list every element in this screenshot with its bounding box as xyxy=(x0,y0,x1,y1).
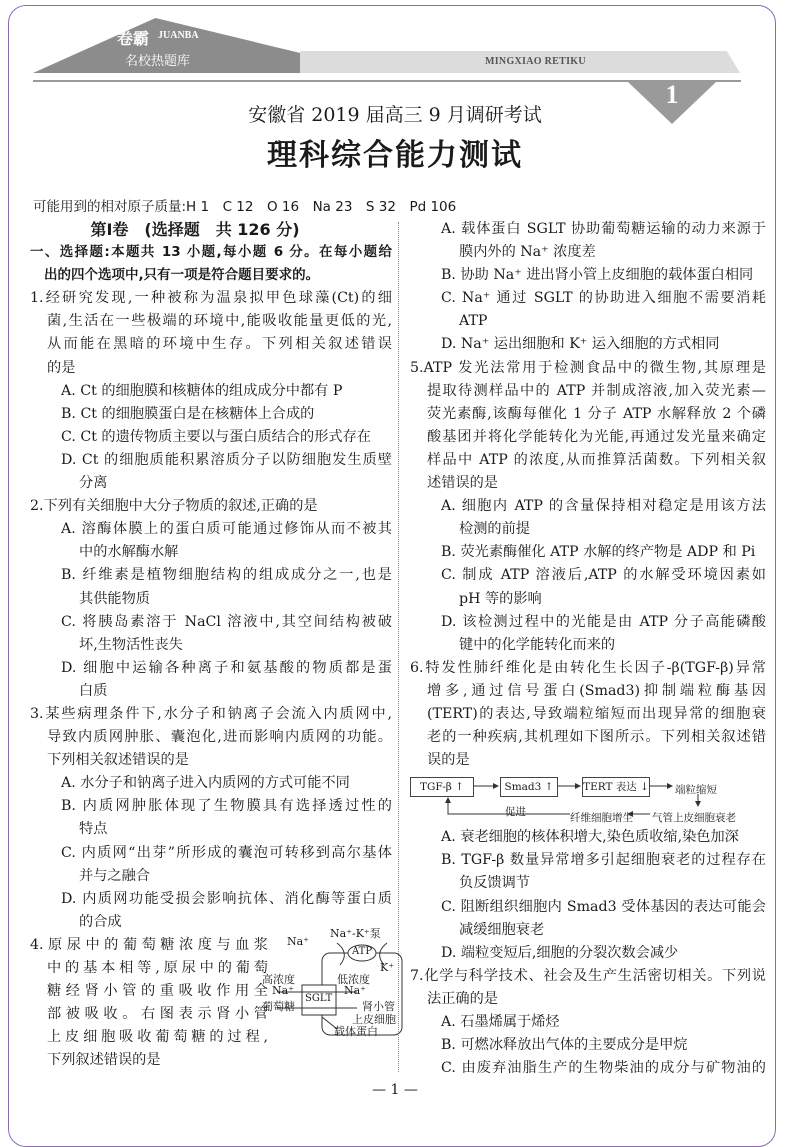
question-stem xyxy=(30,495,392,518)
exam-title: 安徽省 2019 届高三 9 月调研考试 xyxy=(248,104,542,126)
question xyxy=(30,703,392,934)
question-stem xyxy=(30,934,268,1073)
stem-line: 增多,通过信号蛋白(Smad3)抑制端粒酶基因 xyxy=(427,682,766,699)
page-number: — 1 — xyxy=(372,1082,418,1098)
box-tgf: TGF-β ↑ xyxy=(410,777,474,797)
k-in-label: K⁺ xyxy=(380,961,395,974)
option-line: 键中的化学能转化而来的 xyxy=(459,636,616,653)
answer-option xyxy=(410,287,766,333)
answer-option xyxy=(410,495,766,541)
stem-line: 误的是 xyxy=(427,752,470,769)
answer-option xyxy=(30,772,392,795)
option-line: B. 纤维素是植物细胞结构的组成成分之一,也是 xyxy=(61,567,392,584)
stem-line: 5.ATP 发光法常用于检测食品中的微生物,其原理是 xyxy=(410,359,766,376)
option-line: D. Na⁺ 运出细胞和 K⁺ 运入细胞的方式相同 xyxy=(441,336,720,353)
brand-logo-cn: 卷霸 xyxy=(117,29,150,48)
option-line: 坏,生物活性丧失 xyxy=(79,636,183,653)
answer-option xyxy=(410,541,766,564)
question xyxy=(410,965,766,1080)
option-line: A. 溶酶体膜上的蛋白质可能通过修饰从而不被其 xyxy=(61,521,392,538)
question xyxy=(30,495,392,703)
stem-line: 法正确的是 xyxy=(427,990,498,1007)
option-line: 的合成 xyxy=(79,913,122,930)
answer-option xyxy=(30,518,392,564)
glucose-label: 葡萄糖 xyxy=(262,1000,295,1013)
answer-option xyxy=(410,896,766,942)
option-line: 白质 xyxy=(79,682,108,699)
instructions-line: 出的四个选项中,只有一项是符合题目要求的。 xyxy=(44,267,320,284)
option-line: pH 等的影响 xyxy=(459,590,542,607)
answer-option xyxy=(410,1057,766,1080)
section-title: 第Ⅰ卷 (选择题 共 126 分) xyxy=(90,220,300,239)
option-line: C. Ct 的遗传物质主要以与蛋白质结合的形式存在 xyxy=(61,428,371,445)
answer-option xyxy=(30,611,392,657)
question xyxy=(410,357,766,657)
stem-line: 中的基本相等,原尿中的葡萄 xyxy=(47,960,268,976)
stem-line: 部被吸收。右图表示肾小管 xyxy=(47,1006,268,1023)
option-line: C. 内质网“出芽”所形成的囊泡可转移到高尔基体 xyxy=(61,844,392,861)
stem-line: 的是 xyxy=(47,359,76,376)
stem-line: 荧光素酶,该酶每催化 1 分子 ATP 水解释放 2 个磷 xyxy=(427,405,766,422)
option-line: 中的水解酶水解 xyxy=(79,544,179,561)
answer-option xyxy=(410,264,766,287)
option-line: C. 将胰岛素溶于 NaCl 溶液中,其空间结构被破 xyxy=(61,613,392,630)
stem-line: 下列叙述错误的是 xyxy=(47,1052,161,1069)
question-stem xyxy=(410,357,766,496)
answer-option xyxy=(410,849,766,895)
option-line: B. 可燃冰释放出气体的主要成分是甲烷 xyxy=(441,1037,688,1054)
box-tert: TERT 表达 ↓ xyxy=(582,777,650,797)
question xyxy=(30,287,392,495)
high-conc-label: 高浓度 xyxy=(262,973,295,986)
option-line: D. 细胞中运输各种离子和氨基酸的物质都是蛋 xyxy=(61,659,392,676)
exam-main-title: 理科综合能力测试 xyxy=(267,138,523,173)
answer-option xyxy=(410,942,766,965)
carrier-label: 载体蛋白 xyxy=(334,1025,378,1038)
answer-option xyxy=(410,333,766,356)
option-line: D. Ct 的细胞质能积累溶质分子以防细胞发生质壁 xyxy=(61,451,392,468)
question-stem xyxy=(410,657,766,772)
instructions-line: 一、选择题:本题共 13 小题,每小题 6 分。在每小题给 xyxy=(30,244,392,261)
stem-line: 导致内质网肿胀、囊泡化,进而影响内质网的功能。 xyxy=(47,729,392,746)
stem-line: 糖经肾小管的重吸收作用全 xyxy=(47,983,268,1000)
question-stem xyxy=(30,703,392,772)
sglt-label: SGLT xyxy=(305,993,333,1004)
option-line: C. Na⁺ 通过 SGLT 的协助进入细胞不需要消耗 xyxy=(441,290,766,307)
cell-senescence-label: 气管上皮细胞衰老 xyxy=(652,812,736,825)
promote-label: 促进 xyxy=(505,806,526,819)
option-line: A. 载体蛋白 SGLT 协助葡萄糖运输的动力来源于 xyxy=(441,221,766,237)
right-column xyxy=(410,218,766,1080)
option-line: B. 内质网肿胀体现了生物膜具有选择透过性的 xyxy=(61,798,392,815)
option-line: A. 水分子和钠离子进入内质网的方式可能不同 xyxy=(61,775,350,792)
option-line: 并与之融合 xyxy=(79,867,150,884)
question xyxy=(410,657,766,965)
answer-option xyxy=(30,795,392,841)
option-line: B. 荧光素酶催化 ATP 水解的终产物是 ADP 和 Pi xyxy=(441,544,756,561)
figure-renal-tubule-cell xyxy=(262,925,412,1045)
option-line: 其供能物质 xyxy=(79,590,150,607)
answer-option xyxy=(410,611,766,657)
stem-line: 2.下列有关细胞中大分子物质的叙述,正确的是 xyxy=(30,498,318,515)
na-left-label: Na⁺ xyxy=(272,984,294,997)
option-line: ATP xyxy=(459,313,488,330)
option-line: C. 制成 ATP 溶液后,ATP 的水解受环境因素如 xyxy=(441,567,766,584)
option-line: B. 协助 Na⁺ 进出肾小管上皮细胞的载体蛋白相同 xyxy=(441,267,754,284)
question-stem xyxy=(410,965,766,1011)
option-line: B. TGF-β 数量异常增多引起细胞衰老的过程存在 xyxy=(441,852,766,869)
stem-line: 7.化学与科学技术、社会及生产生活密切相关。下列说 xyxy=(410,967,766,984)
pump-label: Na⁺-K⁺泵 xyxy=(330,927,381,940)
answer-option xyxy=(30,403,392,426)
answer-option xyxy=(30,380,392,403)
telomere-shortening-label: 端粒缩短 xyxy=(675,784,717,797)
option-line: 膜内外的 Na⁺ 浓度差 xyxy=(459,244,596,261)
stem-line: 上皮细胞吸收葡萄糖的过程, xyxy=(47,1029,268,1046)
page-badge-number: 1 xyxy=(665,80,679,109)
stem-line: 下列相关叙述错误的是 xyxy=(47,752,189,769)
answer-option xyxy=(30,426,392,449)
stem-line: 4.原尿中的葡萄糖浓度与血浆 xyxy=(30,936,268,953)
answer-option xyxy=(30,657,392,703)
option-line: A. 细胞内 ATP 的含量保持相对稳定是用该方法 xyxy=(441,498,766,515)
header-right-text: MINGXIAO RETIKU xyxy=(485,56,586,67)
cell-label-2: 上皮细胞 xyxy=(352,1013,396,1026)
instructions xyxy=(30,241,392,287)
answer-option xyxy=(30,449,392,495)
figure-mechanism-flowchart xyxy=(410,774,766,825)
option-line: 检测的前提 xyxy=(459,521,530,538)
option-line: C. 阻断组织细胞内 Smad3 受体基因的表达可能会 xyxy=(441,898,766,915)
answer-option xyxy=(410,564,766,610)
option-line: A. 石墨烯属于烯烃 xyxy=(441,1014,560,1030)
stem-line: 样品中 ATP 的浓度,从而推算活菌数。下列相关叙 xyxy=(427,451,766,468)
stem-line: 3.某些病理条件下,水分子和钠离子会流入内质网中, xyxy=(30,705,392,722)
na-right-label: Na⁺ xyxy=(344,984,366,997)
option-line: A. Ct 的细胞膜和核糖体的组成成分中都有 P xyxy=(61,382,343,399)
option-line: D. 端粒变短后,细胞的分裂次数会减少 xyxy=(441,944,679,961)
option-line: 减缓细胞衰老 xyxy=(459,921,545,938)
option-line: D. 该检测过程中的光能是由 ATP 分子高能磷酸 xyxy=(441,613,766,630)
answer-option xyxy=(410,1011,766,1034)
answer-option xyxy=(410,1034,766,1057)
stem-line: 从而能在黑暗的环境中生存。下列相关叙述错误 xyxy=(47,336,392,353)
question-stem xyxy=(30,287,392,379)
low-conc-label: 低浓度 xyxy=(337,973,370,986)
option-line: 分离 xyxy=(79,475,108,492)
cell-label-1: 肾小管 xyxy=(362,1000,395,1013)
option-line: D. 内质网功能受损会影响抗体、消化酶等蛋白质 xyxy=(61,890,392,907)
option-line: C. 由废弃油脂生产的生物柴油的成分与矿物油的 xyxy=(441,1060,766,1077)
option-line: 特点 xyxy=(79,821,108,838)
fibroblast-proliferation-label: 纤维细胞增生 xyxy=(570,812,633,825)
answer-option xyxy=(30,842,392,888)
brand-logo-en: JUANBA xyxy=(158,30,199,41)
question xyxy=(410,218,766,357)
header-rule xyxy=(33,80,741,82)
answer-option xyxy=(30,564,392,610)
option-line: B. Ct 的细胞膜蛋白是在核糖体上合成的 xyxy=(61,405,315,422)
stem-line: 提取待测样品中的 ATP 并制成溶液,加入荧光素— xyxy=(427,382,766,399)
stem-line: 酸基团并将化学能转化为光能,再通过发光量来确定 xyxy=(427,428,766,445)
atomic-masses: 可能用到的相对原子质量:H 1 C 12 O 16 Na 23 S 32 Pd 106 xyxy=(33,199,457,215)
stem-line: (TERT)的表达,导致端粒缩短而出现异常的细胞衰 xyxy=(427,705,766,722)
box-smad3: Smad3 ↑ xyxy=(500,777,558,797)
answer-option xyxy=(410,218,766,264)
stem-line: 1.经研究发现,一种被称为温泉拟甲色球藻(Ct)的细 xyxy=(30,290,392,307)
stem-line: 6.特发性肺纤维化是由转化生长因子-β(TGF-β)异常 xyxy=(410,659,766,676)
na-out-label: Na⁺ xyxy=(287,935,309,948)
option-line: A. 衰老细胞的核体积增大,染色质收缩,染色加深 xyxy=(441,829,739,846)
stem-line: 菌,生活在一些极端的环境中,能吸收能量更低的光, xyxy=(47,313,392,330)
atp-label: ATP xyxy=(352,946,373,957)
option-line: 负反馈调节 xyxy=(459,875,530,892)
stem-line: 老的一种疾病,其机理如下图所示。下列相关叙述错 xyxy=(427,729,766,746)
brand-subtitle: 名校热题库 xyxy=(125,54,191,69)
stem-line: 述错误的是 xyxy=(427,475,498,492)
